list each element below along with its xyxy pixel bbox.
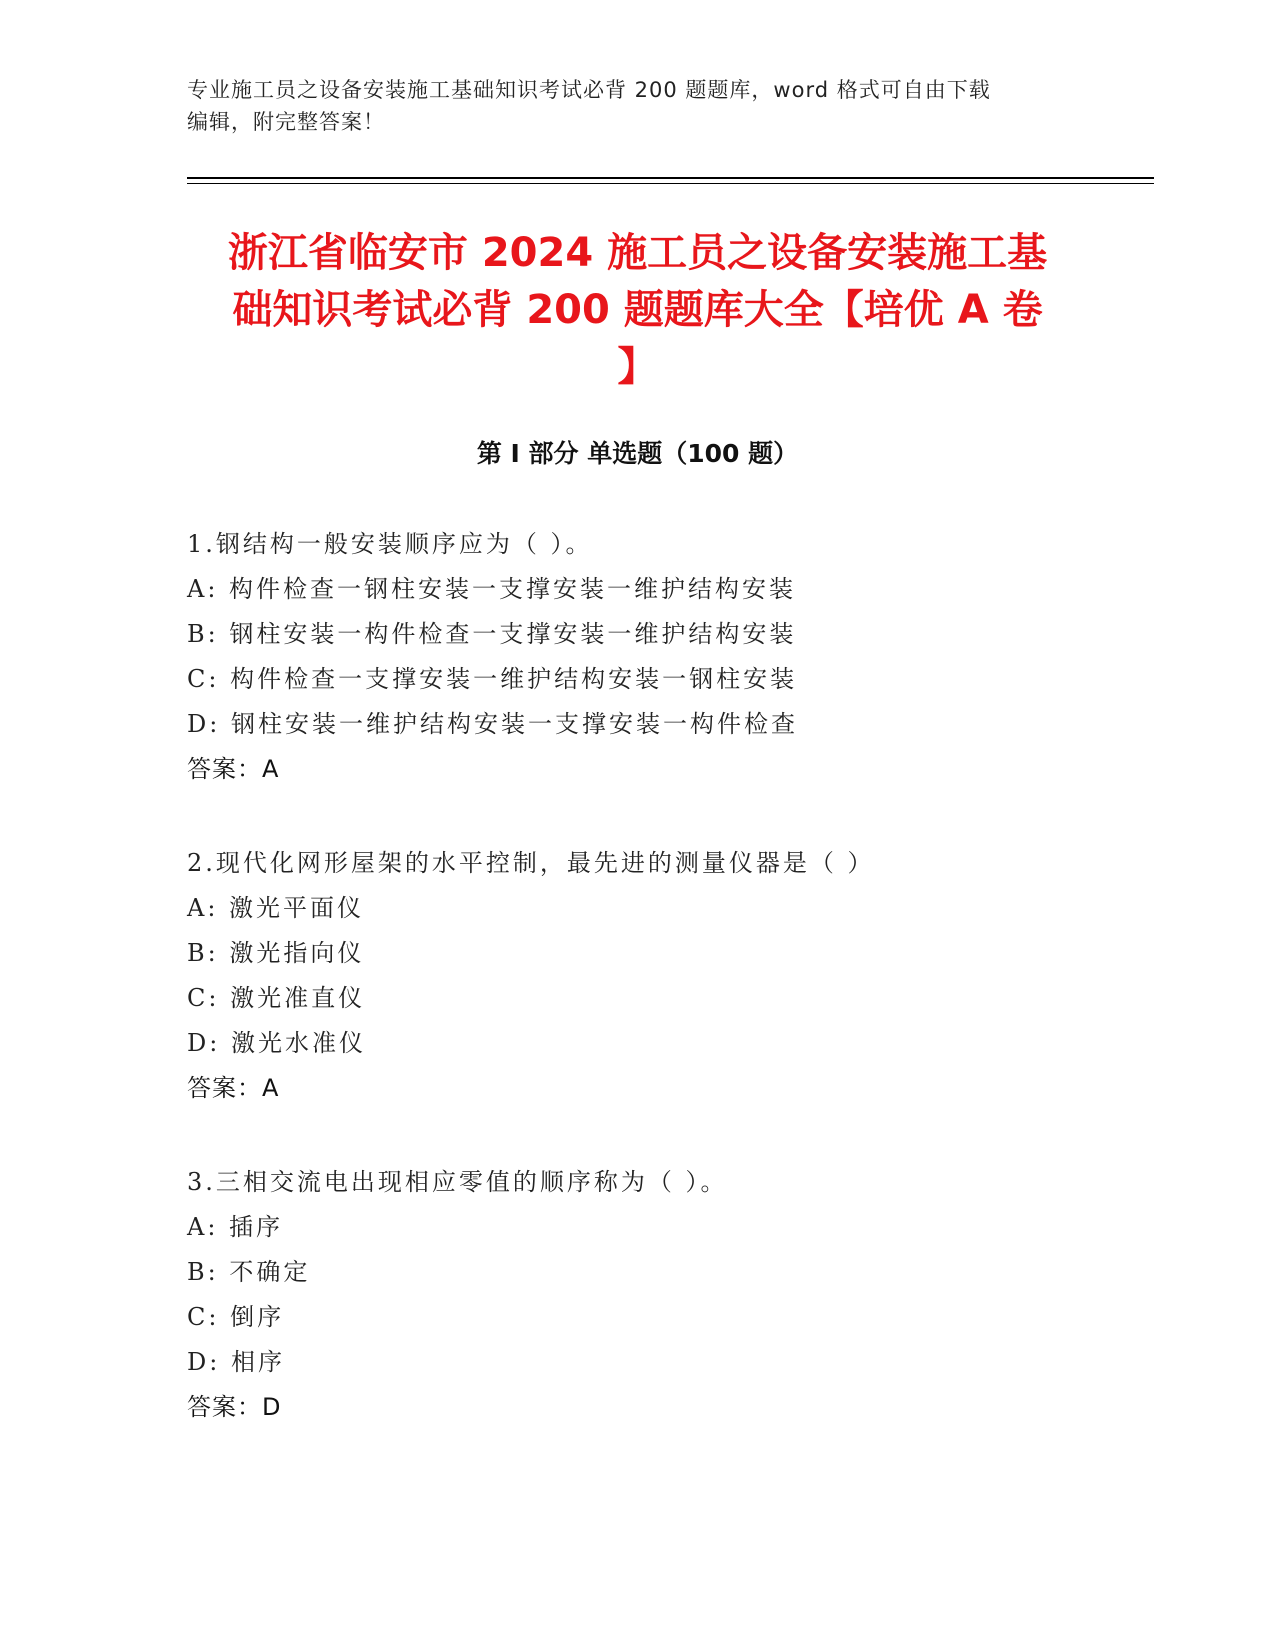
question-stem: 3.三相交流电出现相应零值的顺序称为（ ）。 — [187, 1168, 728, 1196]
answer-line: 答案：D — [187, 1393, 282, 1421]
header-divider-thin — [187, 183, 1154, 184]
answer-line: 答案：A — [187, 755, 280, 783]
header-divider-thick — [187, 177, 1154, 179]
option-d: D: 相序 — [187, 1348, 285, 1376]
option-d: D: 钢柱安装一维护结构安装一支撑安装一构件检查 — [187, 710, 798, 738]
question-stem: 1.钢结构一般安装顺序应为（ ）。 — [187, 530, 593, 558]
section-heading: 第 I 部分 单选题（100 题） — [476, 439, 799, 468]
option-c: C: 激光准直仪 — [187, 984, 366, 1012]
title-line-2: 础知识考试必背 200 题题库大全【培优 A 卷 — [232, 287, 1043, 333]
option-a: A: 插序 — [187, 1213, 284, 1241]
option-c: C: 构件检查一支撑安装一维护结构安装一钢柱安装 — [187, 665, 798, 693]
title-line-3: 】 — [617, 344, 658, 390]
answer-line: 答案：A — [187, 1074, 280, 1102]
document-title — [150, 225, 1125, 396]
option-c: C: 倒序 — [187, 1303, 285, 1331]
question-3 — [187, 1160, 1087, 1430]
option-a: A: 构件检查一钢柱安装一支撑安装一维护结构安装 — [187, 575, 797, 603]
question-1 — [187, 522, 1087, 792]
question-stem: 2.现代化网形屋架的水平控制，最先进的测量仪器是（ ） — [187, 849, 875, 877]
document-header-note — [187, 74, 1087, 138]
title-line-1: 浙江省临安市 2024 施工员之设备安装施工基 — [227, 230, 1048, 276]
option-d: D: 激光水准仪 — [187, 1029, 366, 1057]
option-a: A: 激光平面仪 — [187, 894, 365, 922]
option-b: B: 钢柱安装一构件检查一支撑安装一维护结构安装 — [187, 620, 797, 648]
header-note-line-1: 专业施工员之设备安装施工基础知识考试必背 200 题题库，word 格式可自由下载 — [187, 78, 991, 102]
question-2 — [187, 841, 1087, 1111]
option-b: B: 激光指向仪 — [187, 939, 365, 967]
option-b: B: 不确定 — [187, 1258, 311, 1286]
header-note-line-2: 编辑，附完整答案！ — [187, 110, 385, 134]
